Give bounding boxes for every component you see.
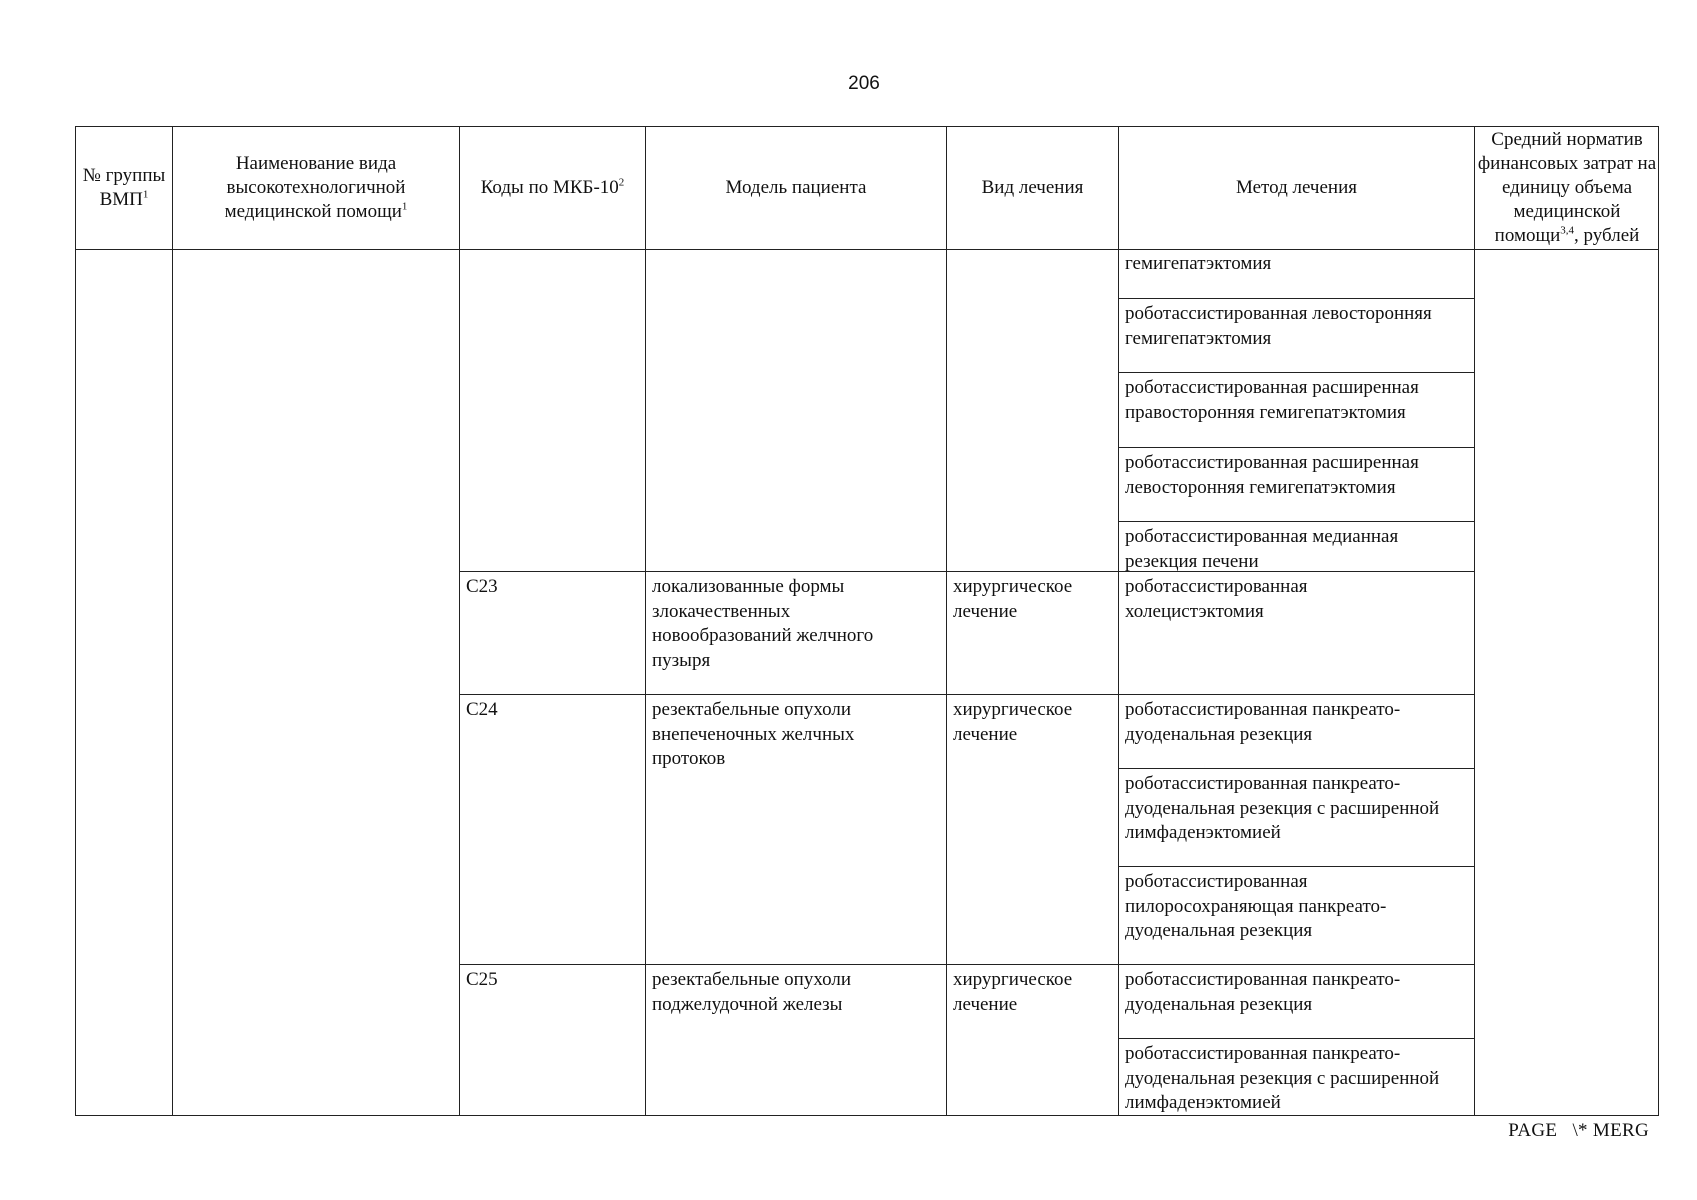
patient-model: локализованные формы злокачественных новообразований желчного пузыря bbox=[652, 576, 874, 671]
method-cell: роботассистированная пилоросохраняющая панкреато-дуоденальная резекция bbox=[1125, 871, 1387, 941]
header-label: Коды по МКБ-10 bbox=[480, 177, 619, 198]
row-divider bbox=[459, 964, 1474, 965]
header-label: Наименование вида высокотехнологичной медицинской помощи bbox=[224, 153, 406, 222]
row-divider bbox=[1118, 866, 1474, 867]
icd-code: C25 bbox=[466, 969, 498, 990]
icd-code: C24 bbox=[466, 699, 498, 720]
header-label-tail: , рублей bbox=[1574, 225, 1640, 246]
icd-code: C23 bbox=[466, 576, 498, 597]
method-cell: роботассистированная панкреато-дуоденальная резекция bbox=[1125, 969, 1401, 1015]
header-label: Средний норматив финансовых затрат на единицу объема медицинской помощи bbox=[1477, 129, 1657, 246]
row-divider bbox=[1118, 768, 1474, 769]
header-cost-standard bbox=[1475, 127, 1659, 249]
treatment-type: хирургическое лечение bbox=[953, 576, 1073, 622]
method-cell: роботассистированная холецистэктомия bbox=[1125, 576, 1308, 622]
header-label: № группы ВМП bbox=[82, 165, 166, 210]
footnote-mark: 1 bbox=[401, 200, 408, 213]
patient-model: резектабельные опухоли внепеченочных желчных протоков bbox=[652, 699, 855, 769]
method-cell: роботассистированная панкреато-дуоденальная резекция bbox=[1125, 699, 1401, 745]
header-group-number bbox=[76, 127, 172, 249]
method-cell: роботассистированная панкреато-дуоденальная резекция с расширенной лимфаденэктомией bbox=[1125, 1043, 1440, 1113]
header-label: Вид лечения bbox=[981, 177, 1084, 198]
treatment-type: хирургическое лечение bbox=[953, 969, 1073, 1015]
page-field-code: PAGE \* MERG bbox=[1508, 1120, 1649, 1141]
header-treatment-type bbox=[947, 127, 1118, 249]
header-label: Метод лечения bbox=[1235, 177, 1357, 198]
row-divider bbox=[459, 694, 1474, 695]
row-divider bbox=[1118, 1038, 1474, 1039]
method-cell: роботассистированная панкреато-дуоденальная резекция с расширенной лимфаденэктомией bbox=[1125, 773, 1440, 843]
treatment-type: хирургическое лечение bbox=[953, 699, 1073, 745]
header-patient-model bbox=[646, 127, 946, 249]
header-treatment-method bbox=[1119, 127, 1474, 249]
patient-model: резектабельные опухоли поджелудочной железы bbox=[652, 969, 852, 1015]
header-care-type bbox=[173, 127, 459, 249]
footnote-mark: 1 bbox=[142, 188, 149, 201]
column-divider bbox=[1474, 126, 1475, 1116]
row-divider bbox=[1118, 372, 1474, 373]
row-divider bbox=[1118, 521, 1474, 522]
method-cell: роботассистированная расширенная левосторонняя гемигепатэктомия bbox=[1125, 452, 1419, 498]
column-divider bbox=[172, 126, 173, 1116]
method-cell: роботассистированная медианная резекция печени bbox=[1125, 526, 1399, 572]
method-cell: роботассистированная левосторонняя гемигепатэктомия bbox=[1125, 303, 1432, 349]
footnote-mark: 3,4 bbox=[1560, 224, 1575, 237]
footnote-mark: 2 bbox=[618, 176, 625, 189]
row-divider bbox=[1118, 447, 1474, 448]
row-divider bbox=[1118, 298, 1474, 299]
header-icd-codes bbox=[460, 127, 645, 249]
method-cell: гемигепатэктомия bbox=[1125, 253, 1272, 274]
header-label: Модель пациента bbox=[725, 177, 867, 198]
header-divider bbox=[75, 249, 1659, 250]
method-cell: роботассистированная расширенная правосторонняя гемигепатэктомия bbox=[1125, 377, 1419, 423]
page-number: 206 bbox=[848, 73, 880, 94]
